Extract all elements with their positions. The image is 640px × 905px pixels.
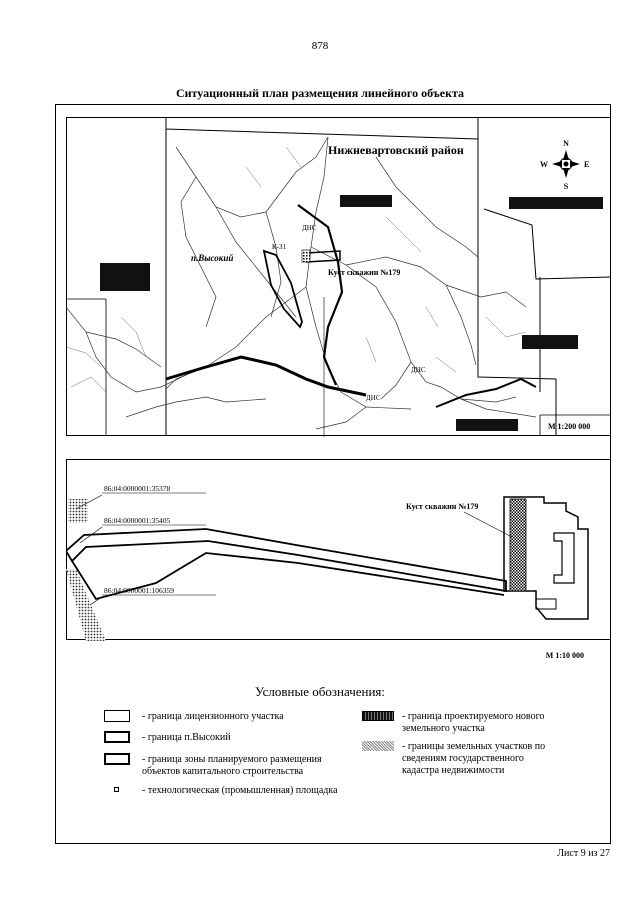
parcel-label-3: 86:04:0000001:106359: [104, 586, 175, 595]
legend-new-parcel-icon: [362, 711, 394, 721]
detail-map: [66, 459, 611, 641]
legend-zone-icon: [104, 753, 130, 765]
legend-license-text: - граница лицензионного участка: [142, 711, 284, 722]
detail-scale: М 1:10 000: [545, 651, 584, 660]
pad-new-parcel: [510, 499, 526, 591]
redaction-3: [100, 263, 150, 291]
legend-title: Условные обозначения:: [254, 684, 386, 699]
pad-label-detail: Куст скважин №179: [406, 502, 479, 511]
district-label: Нижневартовский район: [328, 143, 464, 157]
compass-rose-icon: [540, 139, 589, 191]
legend-settlement-icon: [104, 731, 130, 743]
scale-label-top: М 1:200 000: [548, 422, 591, 431]
redaction-1: [340, 195, 392, 207]
compass-n: N: [563, 139, 569, 148]
parcel-area-2: [66, 569, 106, 641]
redaction-4: [522, 335, 578, 349]
compass-e: E: [584, 160, 590, 169]
dns-label-2: ДНС: [411, 366, 426, 374]
page-number: 878: [311, 40, 329, 52]
compass-s: S: [563, 182, 569, 191]
planning-zone-boundary: [66, 529, 506, 591]
settlement-label: п.Высокий: [191, 253, 234, 263]
legend-cadastre-icon: [362, 741, 394, 751]
compass-w: W: [540, 160, 548, 169]
parcel-label-1: 86:04:0000001:35378: [104, 484, 171, 493]
legend-settlement-text: - граница п.Высокий: [142, 732, 231, 743]
legend-site-text: - технологическая (промышленная) площадка: [142, 785, 338, 796]
sheet-number: Лист 9 из 27: [557, 848, 610, 859]
situation-map: [66, 117, 611, 437]
legend-zone-text: - граница зоны планируемого размещения объектов капитального строительства: [142, 754, 322, 777]
settlement-boundary: [264, 251, 302, 327]
redaction-2: [509, 197, 603, 209]
pad-label-top: Куст скважин №179: [328, 268, 401, 277]
dns-label-1: ДНС: [302, 224, 317, 232]
legend-cadastre-text: - границы земельных участков по сведениям государственного кадастра недвижимости: [402, 741, 546, 776]
legend-new-parcel-text: - граница проектируемого нового земельного участка: [402, 711, 545, 734]
redaction-5: [456, 419, 518, 431]
plan-title: Ситуационный план размещения линейного объекта: [175, 86, 465, 100]
parcel-area-1: [68, 499, 88, 523]
dns-label-3: ДНС: [366, 394, 381, 402]
legend-license-icon: [104, 710, 130, 722]
legend-site-icon: [114, 787, 119, 792]
k31-label: К-31: [272, 243, 286, 251]
parcel-label-2: 86:04:0000001:35405: [104, 516, 171, 525]
